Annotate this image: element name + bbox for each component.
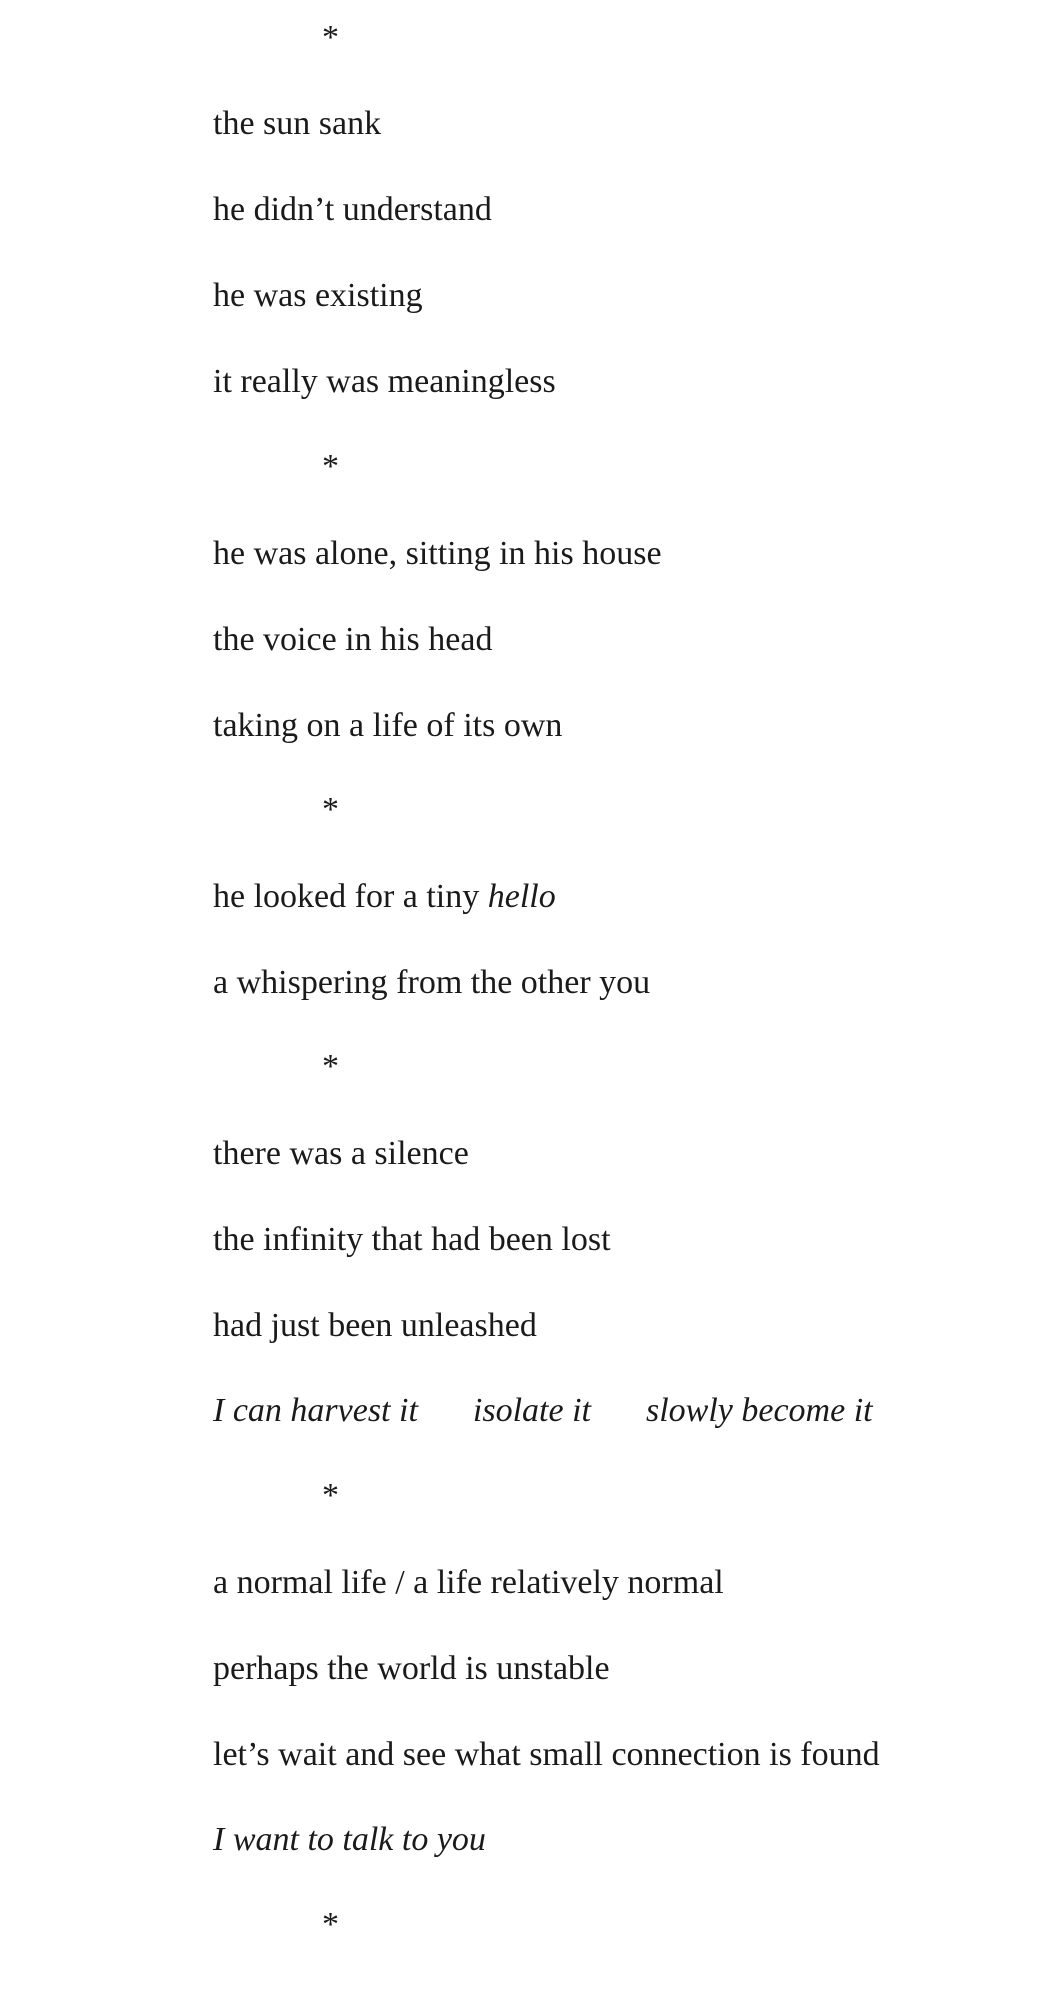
- poem-line: taking on a life of its own: [213, 707, 563, 744]
- poem-line-text: he looked for a tiny: [213, 878, 488, 915]
- section-separator: *: [322, 1048, 339, 1085]
- poem-line: let’s wait and see what small connection is found: [213, 1736, 880, 1773]
- poem-line: there was a silence: [213, 1135, 469, 1172]
- italic-phrase: slowly become it: [645, 1392, 873, 1429]
- poem-line: it really was meaningless: [213, 363, 556, 400]
- italic-phrase: isolate it: [472, 1392, 591, 1429]
- poem-line: he didn’t understand: [213, 191, 492, 228]
- poem-line: a normal life / a life relatively normal: [213, 1564, 724, 1601]
- section-separator: *: [322, 791, 339, 828]
- italic-poem-line: [213, 1391, 873, 1431]
- poem-line: he was existing: [213, 277, 423, 314]
- section-separator: *: [322, 1477, 339, 1514]
- section-separator: *: [322, 19, 339, 56]
- poem-line: a whispering from the other you: [213, 964, 651, 1001]
- poem-line: [213, 877, 556, 917]
- section-separator: *: [322, 448, 339, 485]
- italic-phrase: I can harvest it: [213, 1392, 418, 1429]
- poem-line: had just been unleashed: [213, 1307, 537, 1344]
- italic-poem-line: I want to talk to you: [213, 1821, 486, 1858]
- italic-word: hello: [487, 878, 556, 915]
- poem-line: the voice in his head: [213, 621, 493, 658]
- poem-line: perhaps the world is unstable: [213, 1650, 610, 1687]
- section-separator: *: [322, 1906, 339, 1943]
- poem-line: the sun sank: [213, 105, 382, 142]
- poem-line: he was alone, sitting in his house: [213, 535, 662, 572]
- poem-line: the infinity that had been lost: [213, 1221, 611, 1258]
